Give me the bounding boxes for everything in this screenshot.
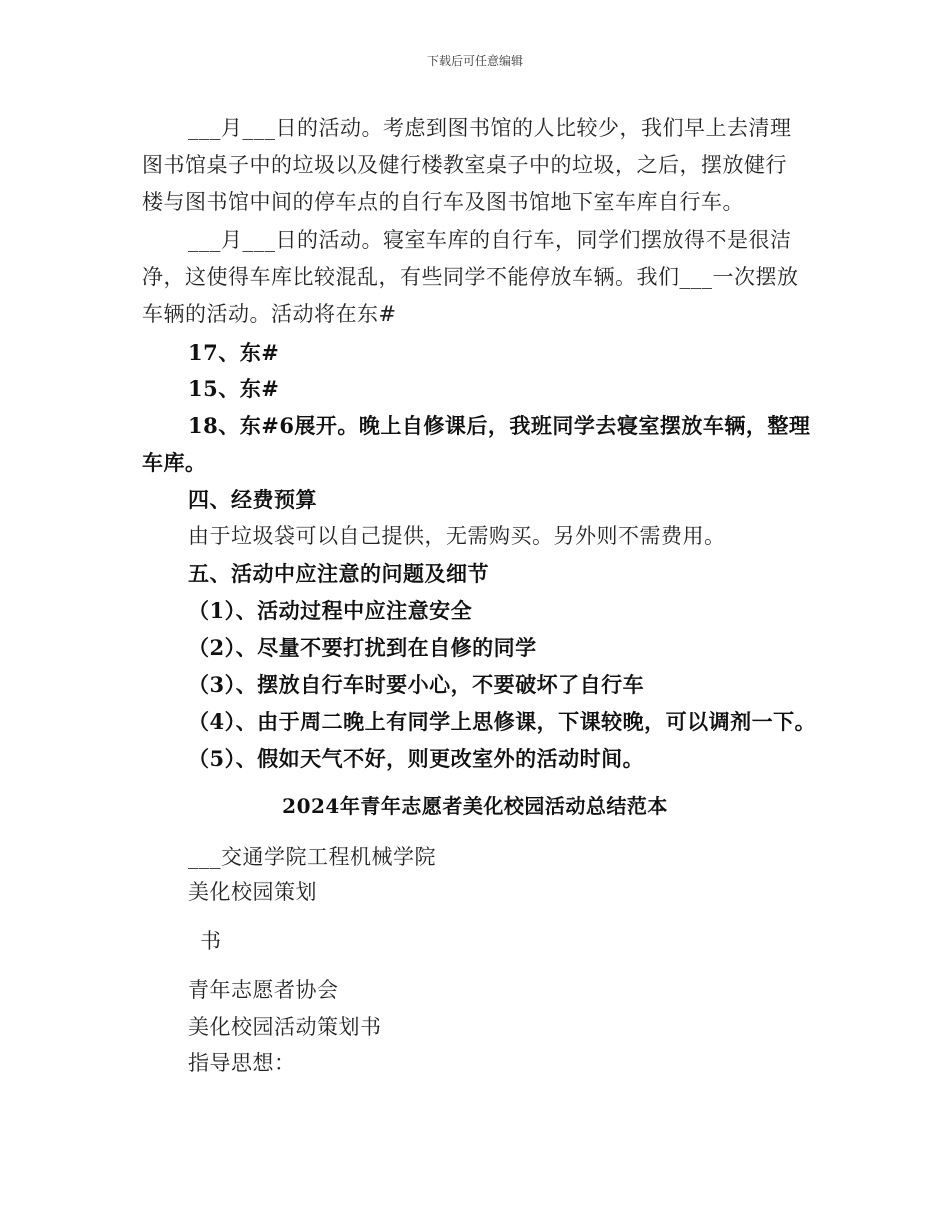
bold-line: 15、东# bbox=[188, 376, 280, 401]
page-header: 下载后可任意编辑 bbox=[426, 54, 523, 68]
section-heading: 五、活动中应注意的问题及细节 bbox=[188, 561, 489, 586]
paragraph-line: 楼与图书馆中间的停车点的自行车及图书馆地下室车库自行车。 bbox=[142, 190, 744, 214]
paragraph-line: 指导思想： bbox=[188, 1051, 296, 1075]
paragraph-line: 美化校园活动策划书 bbox=[188, 1015, 382, 1039]
list-item: （2）、尽量不要打扰到在自修的同学 bbox=[188, 635, 537, 660]
paragraph-line: 青年志愿者协会 bbox=[188, 978, 339, 1002]
list-item: （5）、假如天气不好，则更改室外的活动时间。 bbox=[188, 746, 645, 771]
paragraph-line: ___交通学院工程机械学院 bbox=[188, 845, 436, 869]
paragraph-line: 净，这使得车库比较混乱，有些同学不能停放车辆。我们___一次摆放 bbox=[142, 265, 799, 289]
list-item: （1）、活动过程中应注意安全 bbox=[188, 598, 473, 623]
list-item: （3）、摆放自行车时要小心，不要破坏了自行车 bbox=[188, 672, 645, 697]
paragraph-line: ___月___日的活动。考虑到图书馆的人比较少，我们早上去清理 bbox=[188, 116, 792, 140]
paragraph-line: 由于垃圾袋可以自己提供，无需购买。另外则不需费用。 bbox=[188, 524, 726, 548]
paragraph-line: 书 bbox=[200, 929, 222, 953]
paragraph-line: 图书馆桌子中的垃圾以及健行楼教室桌子中的垃圾，之后，摆放健行 bbox=[142, 153, 787, 177]
paragraph-line: 美化校园策划 bbox=[188, 880, 317, 904]
section-heading: 四、经费预算 bbox=[188, 487, 317, 512]
paragraph-line: ___月___日的活动。寝室车库的自行车，同学们摆放得不是很洁 bbox=[188, 228, 792, 252]
bold-line: 车库。 bbox=[142, 450, 207, 475]
paragraph-line: 车辆的活动。活动将在东# bbox=[142, 302, 397, 326]
list-item: （4）、由于周二晚上有同学上思修课，下课较晚，可以调剂一下。 bbox=[188, 709, 817, 734]
bold-line: 17、东# bbox=[188, 340, 280, 365]
document-title: 2024年青年志愿者美化校园活动总结范本 bbox=[282, 794, 668, 818]
bold-line: 18、东#6展开。晚上自修课后，我班同学去寝室摆放车辆，整理 bbox=[188, 413, 811, 438]
